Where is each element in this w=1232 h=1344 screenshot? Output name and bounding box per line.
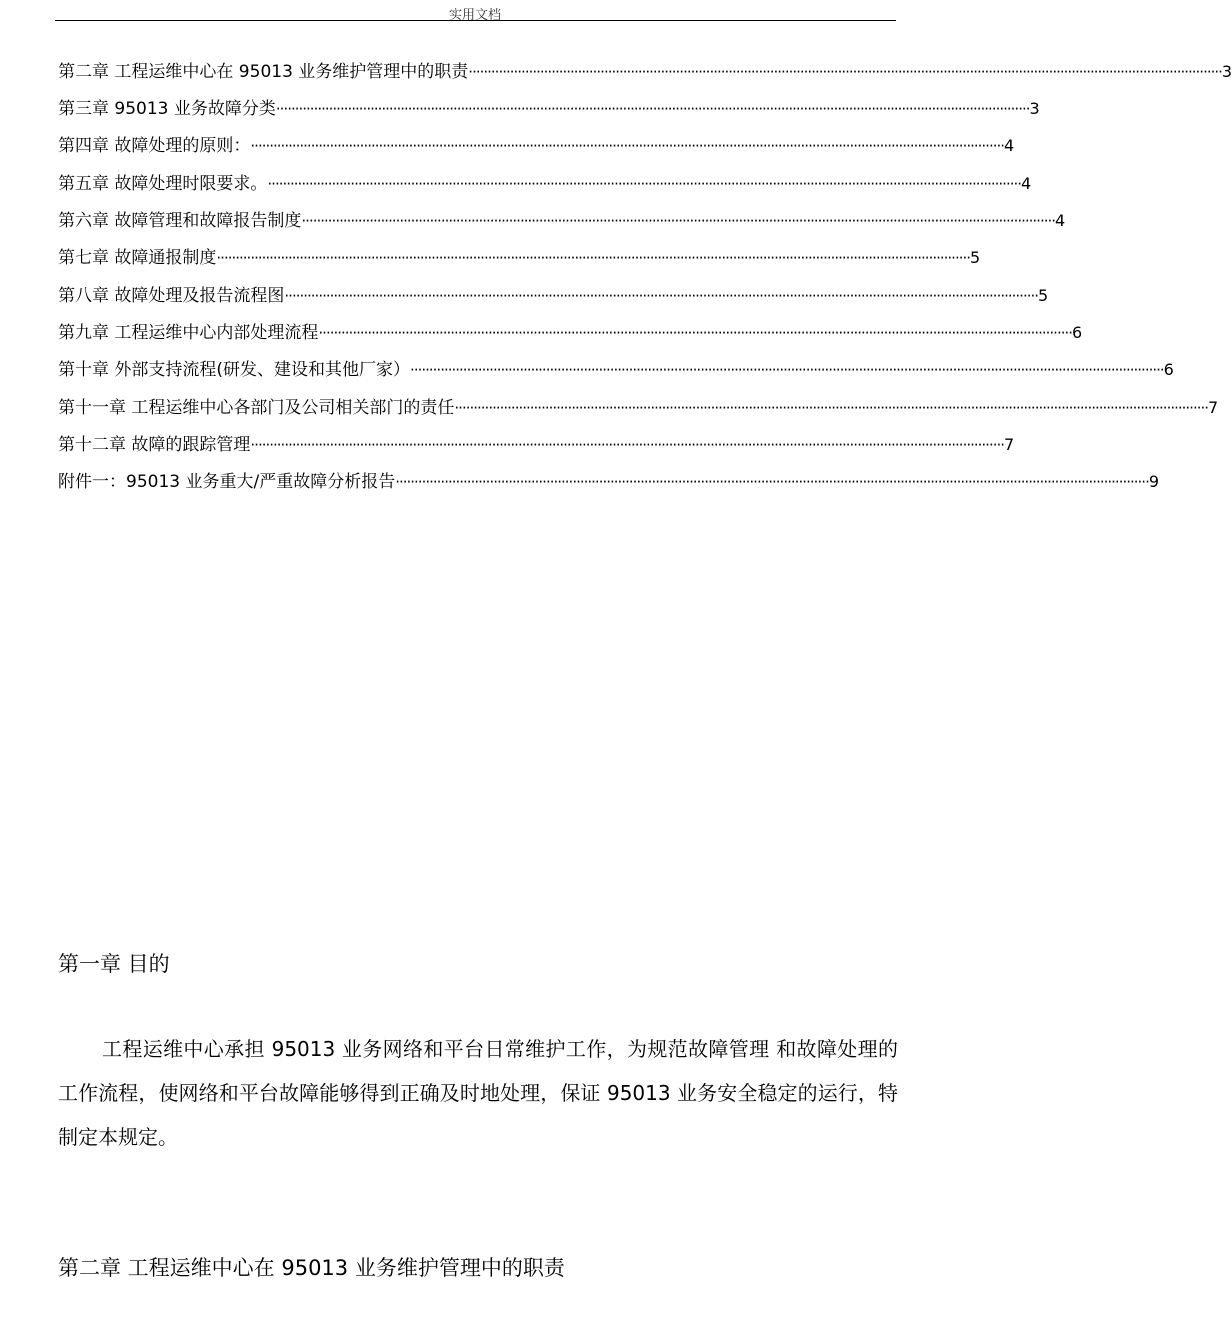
toc-entry-title: 第十二章 故障的跟踪管理 <box>58 435 251 455</box>
toc-entry-title: 第三章 95013 业务故障分类 <box>58 99 276 119</box>
toc-entry-page: 4 <box>1055 211 1066 230</box>
toc-leader-dots: ········································································································································································································ <box>454 399 1209 417</box>
toc-leader-dots: ········································································································································································································ <box>301 212 1056 230</box>
toc-entry-page: 5 <box>1038 286 1049 305</box>
page-header: 实用文档 <box>448 8 501 23</box>
toc-leader-dots: ········································································································································································································ <box>468 63 1222 81</box>
toc-entry-page: 3 <box>1221 62 1232 81</box>
toc-leader-dots: ········································································································································································································ <box>318 324 1073 342</box>
toc-entry-title: 第七章 故障通报制度 <box>58 248 217 268</box>
toc-entry-title: 第九章 工程运维中心内部处理流程 <box>58 323 319 343</box>
toc-entry-page: 3 <box>1029 99 1040 118</box>
toc-leader-dots: ········································································································································································································ <box>410 361 1164 379</box>
chapter-1-paragraph: 工程运维中心承担 95013 业务网络和平台日常维护工作，为规范故障管理 和故障处理的工作流程，使网络和平台故障能够得到正确及时地处理，保证 95013 业务安全稳定的运行，特制定本规定。 <box>58 1037 898 1149</box>
toc-leader-dots: ········································································································································································································ <box>267 175 1022 193</box>
toc-entry-title: 第八章 故障处理及报告流程图 <box>58 286 285 306</box>
toc-entry-page: 4 <box>1021 174 1032 193</box>
toc-entry-page: 6 <box>1072 323 1083 342</box>
toc-entry[interactable] <box>58 243 981 268</box>
toc-leader-dots: ········································································································································································································ <box>395 473 1149 491</box>
toc-entry-title: 第十一章 工程运维中心各部门及公司相关部门的责任 <box>58 398 455 418</box>
toc-leader-dots: ········································································································································································································ <box>284 287 1039 305</box>
toc-entry[interactable] <box>58 355 1174 380</box>
toc-entry[interactable] <box>58 393 1219 418</box>
toc-entry-page: 7 <box>1208 398 1219 417</box>
toc-entry[interactable] <box>58 57 1232 82</box>
toc-entry[interactable] <box>58 206 1066 231</box>
toc-entry[interactable] <box>58 430 1015 455</box>
toc-leader-dots: ········································································································································································································ <box>250 137 1005 155</box>
toc-entry[interactable] <box>58 467 1160 492</box>
toc-leader-dots: ········································································································································································································ <box>275 100 1030 118</box>
toc-entry-title: 第二章 工程运维中心在 95013 业务维护管理中的职责 <box>58 62 469 82</box>
toc-entry-page: 4 <box>1004 136 1015 155</box>
toc-entry[interactable] <box>58 169 1032 194</box>
chapter-2-heading: 第二章 工程运维中心在 95013 业务维护管理中的职责 <box>58 1256 565 1280</box>
toc-entry-title: 第四章 故障处理的原则： <box>58 136 251 156</box>
toc-entry-page: 7 <box>1004 435 1015 454</box>
toc-entry-page: 6 <box>1163 360 1174 379</box>
chapter-1-heading: 第一章 目的 <box>58 952 170 976</box>
toc-entry[interactable] <box>58 131 1015 156</box>
toc-entry-page: 9 <box>1148 472 1160 491</box>
toc-entry-title: 第五章 故障处理时限要求。 <box>58 174 268 194</box>
toc-leader-dots: ········································································································································································································ <box>250 436 1005 454</box>
toc-entry-title: 第十章 外部支持流程(研发、建设和其他厂家） <box>58 360 411 380</box>
toc-entry-page: 5 <box>970 248 981 267</box>
toc-leader-dots: ········································································································································································································ <box>216 249 971 267</box>
toc-entry[interactable] <box>58 318 1083 343</box>
toc-entry[interactable] <box>58 94 1040 119</box>
header-divider <box>55 20 896 21</box>
toc-entry-title: 附件一：95013 业务重大/严重故障分析报告 <box>58 472 396 492</box>
toc-entry-title: 第六章 故障管理和故障报告制度 <box>58 211 302 231</box>
toc-entry[interactable] <box>58 281 1049 306</box>
